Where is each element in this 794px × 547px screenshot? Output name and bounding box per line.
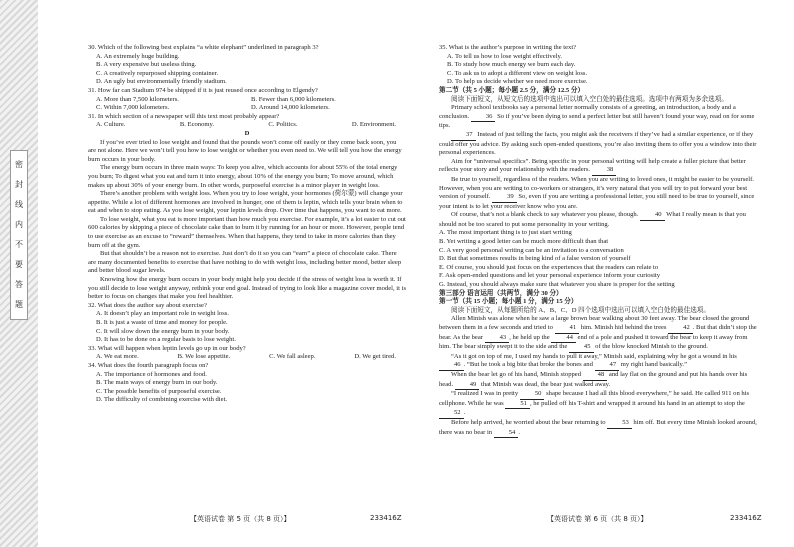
blank-53: 53 [607,419,632,429]
text: and lay flat on the ground and put his hands over his head. [439,370,748,388]
options-row [88,353,406,362]
cloze-paragraph [439,390,757,419]
seal-char: 封 [15,180,23,189]
text: Instead of just telling the facts, you might ask the receivers if they’ve had a similar experience, or if they could offer you advice. By asking such open-ended questions, you’re also inviting them to offer you a window into their personal experiences. [439,130,757,157]
option: A. To tell us how to lose weight effectively. [447,52,562,60]
passage-paragraph: But that shouldn’t be a reason not to exercise. Just don’t do it so you can “earn” a piece of chocolate cake. There are many documented benefits to exercise that have nothing to do with weight loss, including better mood, better sleep and better blood sugar levels. [88,250,402,275]
text: my right hand basically.” [619,361,687,369]
passage-paragraph [439,158,757,176]
blank-54: 54 [494,429,519,439]
option: B. To study how much energy we burn each day. [447,61,576,69]
option: C. To ask us to adopt a different view on weight loss. [447,69,588,77]
option: C. Politics. [268,121,298,129]
blank-44: 44 [551,334,576,344]
passage-paragraph: If you’ve ever tried to lose weight and found that the pounds won’t come off easily or they come back soon, you are not alone. Here we won’t tell you how to lose weight or whether you even need to. We will tell you how the energy burn occurs in your body. [88,138,402,163]
option: C. A creatively repurposed shipping container. [96,69,219,77]
section-d-heading: D [244,129,250,137]
passage-paragraph: Knowing how the energy burn occurs in your body might help you decide if the stress of weight loss is worth it. If you still decide to lose weight anyway, rethink your end goal. Instead of trying to look like a magazine cover model, it is better to focus on changes that make you feel healthier. [88,276,407,301]
option: B. The main ways of energy burn in our body. [96,379,218,387]
part2-instructions: 阅读下面短文，从短文后的选项中选出可以填入空白处的最佳选项。选项中有两项为多余选项。 [451,95,728,103]
text: him. Minish hid behind the trees [579,324,669,331]
question-31b: 31. In which section of a newspaper will this text most probably appear? [88,112,280,120]
question-31: 31. How far can Stadium 974 be shipped if it is just reused once according to Elgendy? [88,86,318,94]
option: B. It is just a waste of time and money for people. [96,319,228,326]
option: B. A very expensive but useless thing. [96,61,197,69]
text: Of course, that’s not a blank check to say whatever you please, though. [451,211,639,219]
question-35: 35. What is the author’s purpose in writing the text? [439,44,577,51]
passage-paragraph [439,131,757,158]
text: Primary school textbooks say a personal letter normally consists of a greeting, an introduction, a body and a conclusion. [439,104,736,120]
option: E. Of course, you should just focus on the experiences that the readers can relate to [439,263,659,271]
blank-41: 41 [555,324,580,334]
option: D. Environment. [351,121,396,129]
option: D. To help us decide whether we need more exercise. [447,78,588,86]
cloze-paragraph [439,315,757,352]
part2-title: 第二节（共 5 小题；每小题 2.5 分，满分 12.5 分） [439,86,585,94]
blank-49: 49 [455,381,480,391]
text: “I realized I was in pretty [451,390,520,398]
option: G. Instead, you should always make sure that whatever you share is proper for the setting [439,281,675,289]
blank-47: 47 [595,361,620,371]
option: A. The importance of hormones and food. [96,370,207,378]
option: B. Fewer than 6,000 kilometers. [251,95,336,103]
seal-line-notice [10,150,28,320]
option: D. The difficulty of combining exercise with diet. [96,396,228,404]
question-30: 30. Which of the following best explains “a white elephant” underlined in paragraph 3? [88,44,319,51]
blank-45: 45 [569,343,594,353]
text: So, even if you are writing a professional letter, you still need to be true to yourself, since your intent is to let your receiver know who you are. [439,193,755,210]
blank-36: 36 [471,113,496,123]
left-column [88,44,406,405]
option: D. An ugly but environmentally friendly stadium. [96,78,227,86]
text: . [463,409,466,417]
part3-title: 第三部分 语言运用（共两节，满分 30 分） [439,289,563,297]
option: D. We get tired. [354,353,396,361]
part3-instructions: 阅读下面短文，从每题所给的 A、B、C、D 四个选项中选出可以填入空白处的最佳选项。 [451,306,710,314]
option: C. Within 7,000 kilometers. [96,104,170,112]
right-column [439,44,757,438]
page-footer-left: 【英语试卷 第 5 页（共 8 页）】 [190,515,291,523]
blank-52: 52 [439,409,464,419]
option: A. More than 7,500 kilometers. [96,95,179,103]
seal-char: 不 [15,240,23,249]
blank-48: 48 [583,371,608,381]
cloze-paragraph [439,419,757,438]
option: F. Ask open-ended questions and let your personal experience inform your curiosity [439,272,661,280]
cloze-passage [439,315,757,438]
seal-char: 内 [15,220,23,229]
passage-paragraph: There’s another problem with weight loss. When you try to lose weight, your hormones (荷尔蒙) will change your appetite. While a lot of different hormones are involved in hunger, one of them is leptin, which tells your brain when to eat and when to stop eating. As you lose weight, your leptin levels drop. Over time that happens, you want to eat more. [88,190,403,215]
text: . But that didn’t stop the bear. As the bear [439,324,757,341]
blank-39: 39 [492,193,517,203]
passage-paragraph: To lose weight, what you eat is more important than how much you exercise. For example, it’s a lot easier to cut out 600 calories by skipping a piece of chocolate cake than to burn it by running for an hour or more. However, people tend to use exercise as an excuse to “reward” themselves. When that happens, they tend to take in more calories than they burn off at the gym. [88,215,406,249]
text: Be true to yourself, regardless of the readers. When you are writing to loved ones, it might be easier to be yourself. However, when you are writing to co-workers or strangers, it’s very natural that you will try to put forward your best version of yourself. [439,175,754,201]
page-footer-right: 【英语试卷 第 6 页（共 8 页）】 [547,515,648,523]
text: What I really mean is that you should not be too scared to put some personality in your writing. [439,211,746,228]
passage-paragraph [439,176,757,211]
question-34: 34. What does the fourth paragraph focus on? [88,361,209,369]
blank-51: 51 [505,400,530,410]
text: When the bear let go of his hand, Minish stopped [451,370,583,378]
seal-char: 密 [15,160,23,169]
option: C. A very good personal writing can be an invitation to a conversation [439,246,624,254]
paper-code-left: 233416Z [370,514,402,522]
text: Before help arrived, he worried about the bear returning to [451,418,608,426]
passage-paragraph [439,104,757,131]
text: “As it got on top of me, I used my hands to pull it away,” Minish said, explaining why he got a wound in his [451,352,737,360]
blank-46: 46 [439,361,464,371]
seal-char: 题 [15,300,23,309]
option: D. But that sometimes results in being kind of a false version of yourself [439,255,631,263]
text: . [518,428,520,436]
blank-42: 42 [668,324,693,334]
option: D. It has to be done on a regular basis to lose weight. [96,336,236,344]
text: shape because I had all this blood everywhere,” he said. He called 911 on his cellphone. While he was [439,390,750,407]
seal-char: 线 [15,200,23,209]
text: Aim for “universal specifics”. Being specific in your personal writing will help create a fuller picture that better reflects your story and your relationship with the readers. [439,157,746,174]
option: C. We fall asleep. [269,353,316,361]
blank-40: 40 [640,211,665,221]
cloze-paragraph [439,353,757,371]
options-row [88,121,406,130]
passage-paragraph: The energy burn occurs in three main ways: To keep you alive, which accounts for about 55% of the total energy you burn; To digest what you eat and turn it into energy, about 10% of the energy you burn; To move around, which makes up about 30% of your energy burn. In other words, purposeful exercise is a minor player in weight loss. [88,164,398,189]
options-grid [88,96,406,113]
blank-37: 37 [451,131,476,141]
text: , he held up the [509,333,552,341]
text: of the blow knocked Minish to the ground. [593,343,708,351]
option: A. An extremely huge building. [96,52,180,60]
seal-char: 答 [15,280,23,289]
option: A. The most important thing is to just start writing [439,229,572,237]
question-33: 33. What will happen when leptin levels go up in our body? [88,344,246,352]
option: C. The possible benefits of purposeful exercise. [96,387,222,395]
text: that Minish was dead, the bear just walked away. [479,380,611,388]
text: , he pulled off his T-shirt and wrapped it around his hand in an attempt to stop the [529,399,745,407]
seal-char: 要 [15,260,23,269]
text: So if you’ve been dying to send a perfect letter but still haven’t found your way, read on for some tips. [439,112,755,130]
text: . “But he took a big bite that broke the bones and [463,361,595,369]
question-32: 32. What does the author say about exercise? [88,301,207,309]
passage-paragraph [439,211,757,229]
option: B. Economy. [179,121,215,129]
text: him off. But every time Minish looked around, there was no bear in [439,418,757,436]
option: D. Around 14,000 kilometers. [251,104,330,112]
blank-43: 43 [485,334,510,344]
option: A. We eat more. [96,353,139,361]
blank-50: 50 [520,390,545,400]
part3-subtitle: 第一节（共 15 小题；每小题 1 分，满分 15 分） [439,298,578,306]
option: A. It doesn’t play an important role in weight loss. [96,310,230,318]
option: B. Yet writing a good letter can be much more difficult than that [439,238,609,246]
text: Allen Minish was alone when he saw a large brown bear walking about 30 feet away. The bear closed the ground between them in a few seconds and tried to [439,315,750,331]
blank-38: 38 [592,166,617,176]
option: C. It will slow down the energy burn in your body. [96,327,230,335]
option: B. We lose appetite. [177,353,231,361]
cloze-paragraph [439,371,757,390]
paper-code-right: 233416Z [730,514,762,522]
text: end of a pole and pushed it toward the bear to keep it away from him. The bear simply swept it to the side and the [439,333,748,351]
option: A. Culture. [96,121,126,129]
